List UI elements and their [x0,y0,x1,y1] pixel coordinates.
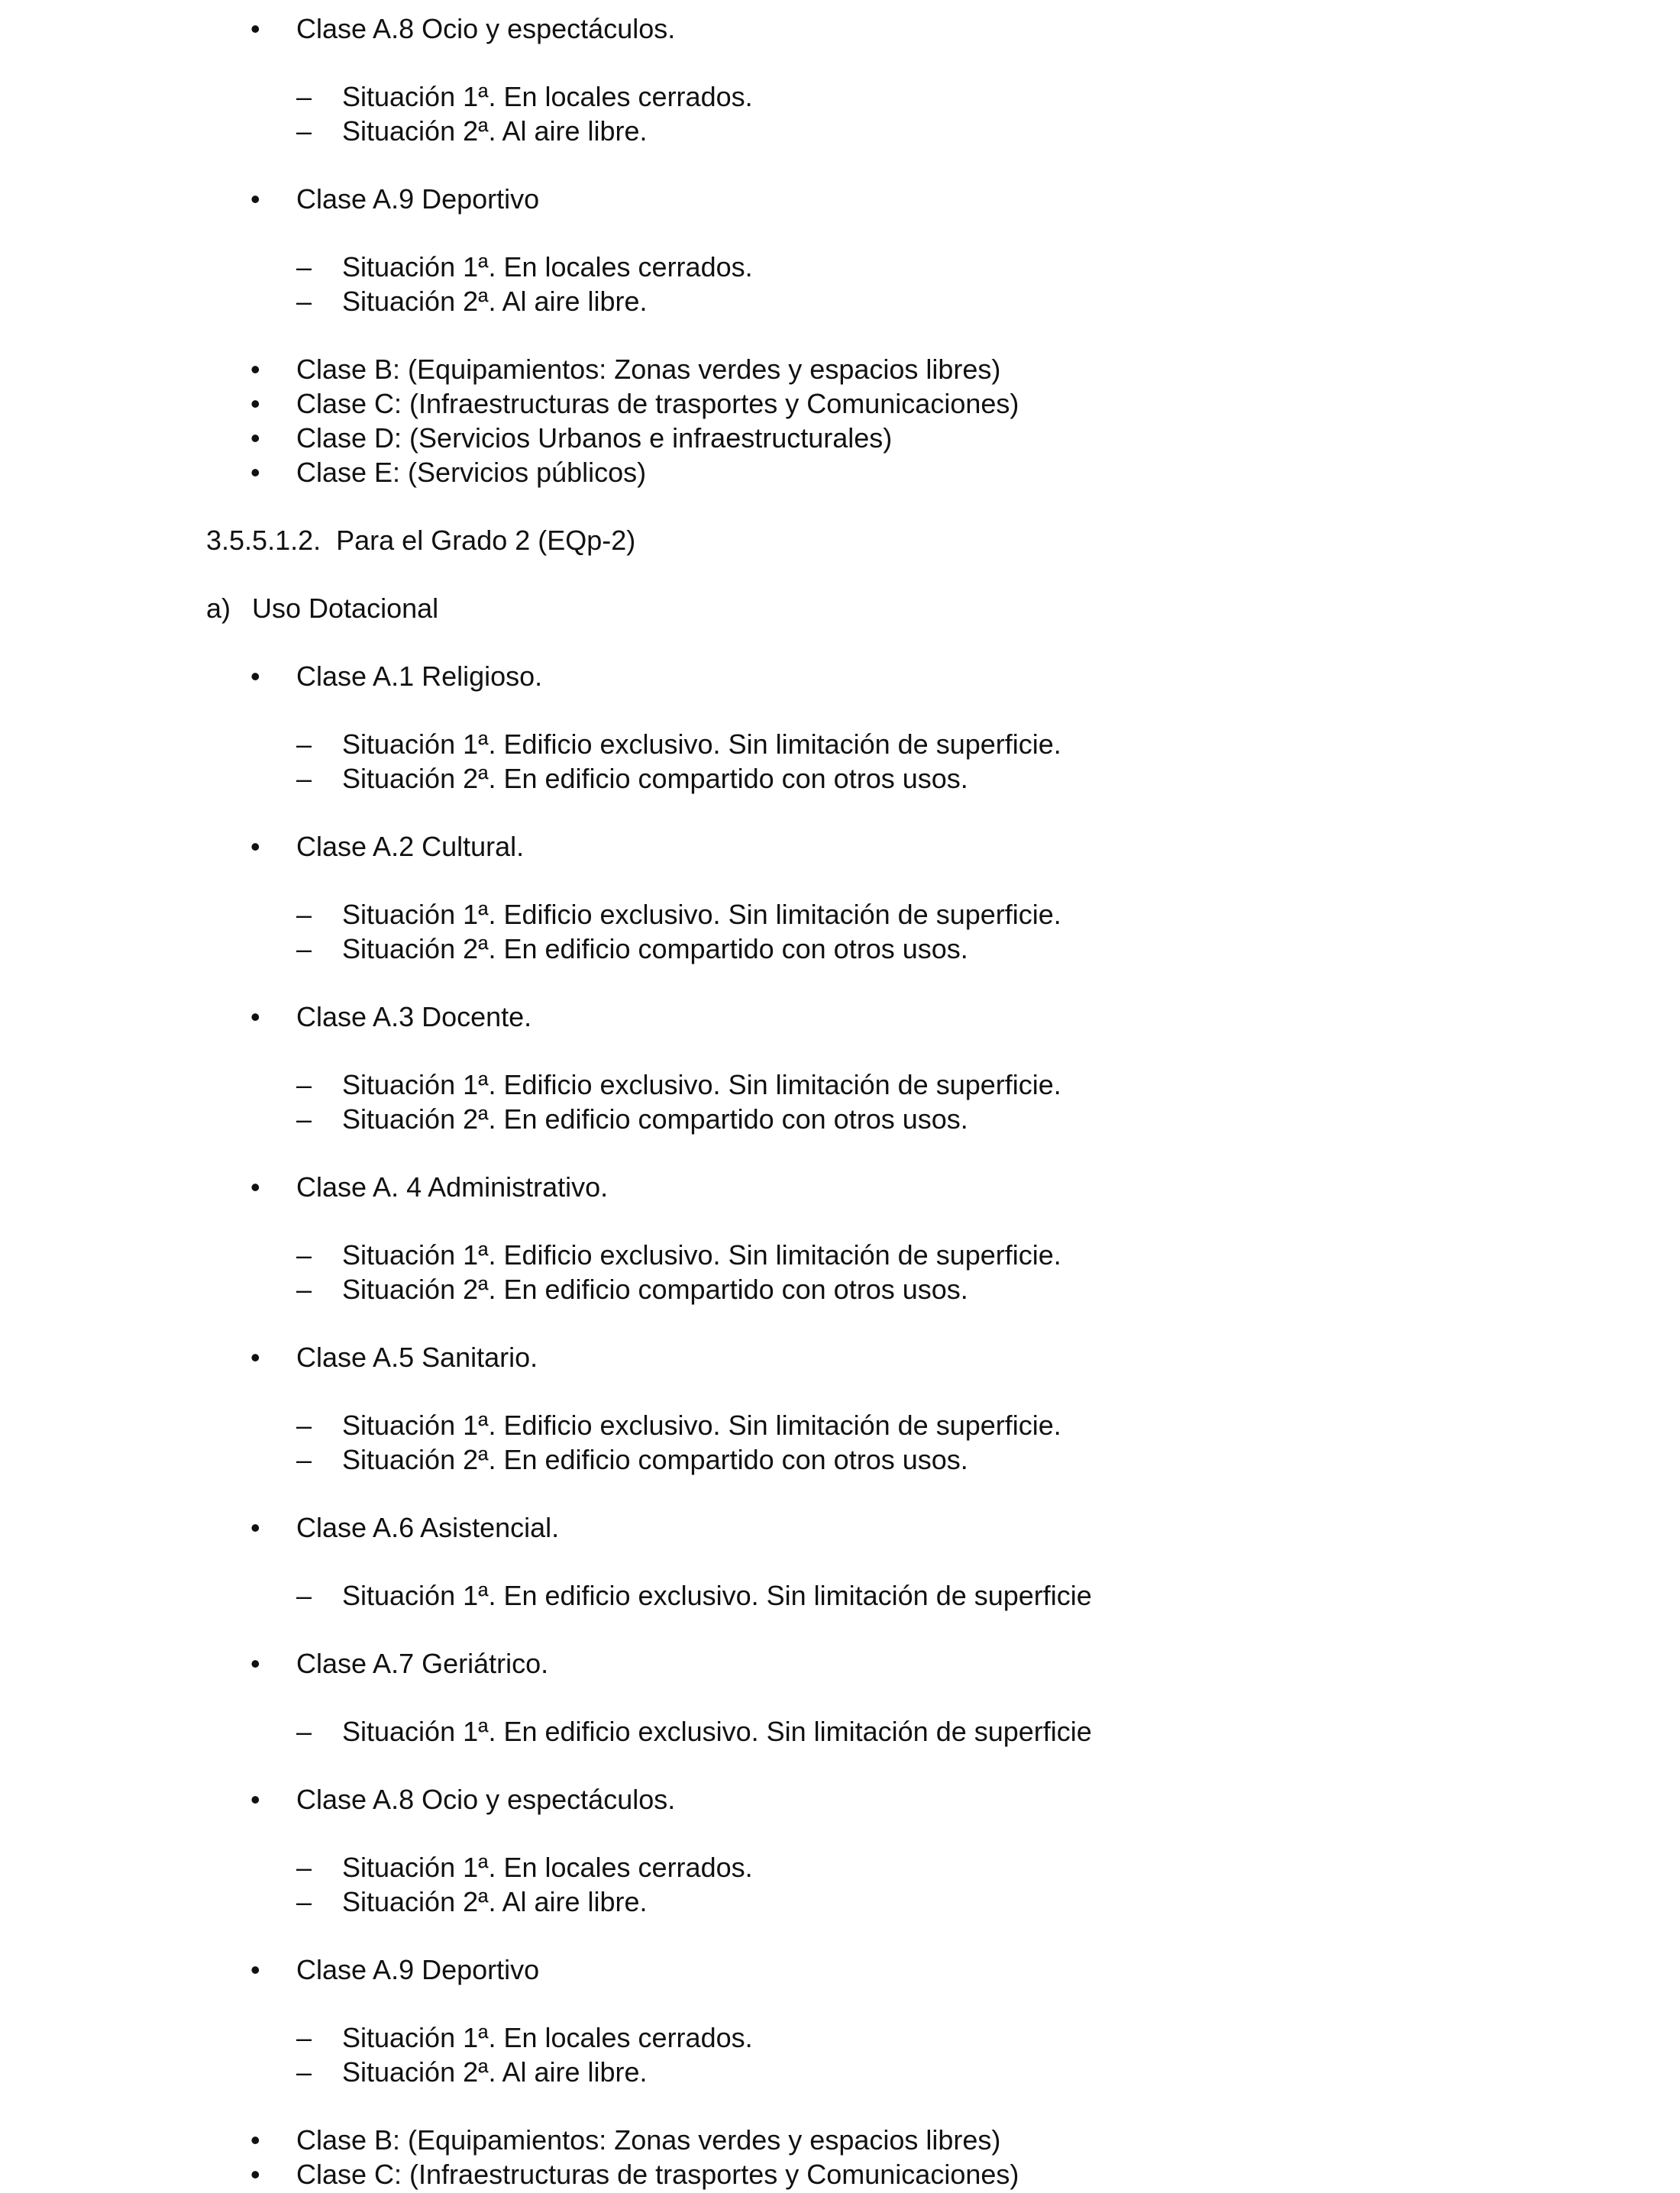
situation-text: Situación 1ª. En locales cerrados. [342,251,753,283]
list-item [206,182,1581,217]
situation-text: Situación 1ª. En edificio exclusivo. Sin limitación de superficie [342,1580,1092,1611]
list-item [206,728,1581,762]
situation-text: Situación 1ª. En locales cerrados. [342,81,753,112]
bullet-icon: • [250,422,260,454]
dash-icon: – [296,1274,312,1305]
dash-icon: – [296,2056,312,2088]
list-item [206,2056,1581,2090]
list-item [206,1000,1581,1035]
list-item [206,285,1581,319]
situation-text: Situación 1ª. Edificio exclusivo. Sin limitación de superficie. [342,899,1061,930]
dash-icon: – [296,286,312,317]
dash-icon: – [296,1239,312,1271]
list-item [206,1443,1581,1478]
dash-icon: – [296,251,312,283]
situation-text: Situación 1ª. Edificio exclusivo. Sin limitación de superficie. [342,728,1061,760]
list-item [206,353,1581,387]
list-item [206,2158,1581,2192]
class-a9-label: Clase A.9 Deportivo [296,183,540,215]
dash-icon: – [296,728,312,760]
class-label: Clase A.3 Docente. [296,1001,532,1032]
situation-text: Situación 2ª. Al aire libre. [342,115,648,147]
bullet-icon: • [250,1512,260,1543]
bullet-icon: • [250,831,260,862]
list-item [206,421,1581,456]
situation-text: Situación 2ª. En edificio compartido con otros usos. [342,933,968,964]
class-label: Clase A.8 Ocio y espectáculos. [296,1784,676,1815]
class-label: Clase A.7 Geriátrico. [296,1648,549,1679]
list-item [206,1341,1581,1375]
bullet-icon: • [250,1171,260,1203]
list-item [206,1103,1581,1137]
subsection-label: Uso Dotacional [252,593,439,624]
list-item [206,1171,1581,1205]
bullet-icon: • [250,1342,260,1373]
bullet-icon: • [250,183,260,215]
list-item [206,2124,1581,2158]
list-item [206,12,1581,47]
subsection-marker: a) [206,593,231,624]
bullet-icon: • [250,1001,260,1032]
class-a8-label: Clase A.8 Ocio y espectáculos. [296,13,676,44]
class-label: Clase A.1 Religioso. [296,660,543,692]
list-item [206,387,1581,421]
list-item [206,1885,1581,1920]
class-label: Clase A. 4 Administrativo. [296,1171,609,1203]
situation-text: Situación 2ª. En edificio compartido con otros usos. [342,1274,968,1305]
class-label: Clase D: (Servicios Urbanos e infraestructurales) [296,422,893,454]
list-item [206,932,1581,967]
bullet-icon: • [250,2159,260,2190]
bullet-icon: • [250,1954,260,1985]
situation-text: Situación 1ª. En edificio exclusivo. Sin limitación de superficie [342,1716,1092,1747]
list-item [206,1783,1581,1817]
list-item [206,80,1581,115]
situation-text: Situación 2ª. Al aire libre. [342,1886,648,1917]
list-item [206,115,1581,149]
class-label: Clase C: (Infraestructuras de trasportes y Comunicaciones) [296,388,1019,419]
class-label: Clase A.2 Cultural. [296,831,525,862]
dash-icon: – [296,1580,312,1611]
class-label: Clase C: (Infraestructuras de trasportes y Comunicaciones) [296,2159,1019,2190]
dash-icon: – [296,763,312,794]
situation-text: Situación 2ª. Al aire libre. [342,286,648,317]
list-item [206,1409,1581,1443]
list-item [206,1953,1581,1988]
class-label: Clase B: (Equipamientos: Zonas verdes y espacios libres) [296,2124,1001,2156]
situation-text: Situación 2ª. Al aire libre. [342,2056,648,2088]
dash-icon: – [296,1716,312,1747]
dash-icon: – [296,1410,312,1441]
situation-text: Situación 1ª. Edificio exclusivo. Sin limitación de superficie. [342,1069,1061,1100]
dash-icon: – [296,933,312,964]
situation-text: Situación 2ª. En edificio compartido con otros usos. [342,1444,968,1475]
list-item [206,1579,1581,1613]
situation-text: Situación 1ª. En locales cerrados. [342,2022,753,2053]
situation-text: Situación 1ª. En locales cerrados. [342,1852,753,1883]
bullet-icon: • [250,457,260,488]
list-item [206,1273,1581,1307]
dash-icon: – [296,1886,312,1917]
list-item [206,1511,1581,1545]
dash-icon: – [296,899,312,930]
bullet-icon: • [250,13,260,44]
situation-text: Situación 1ª. Edificio exclusivo. Sin limitación de superficie. [342,1410,1061,1441]
dash-icon: – [296,115,312,147]
top-list [206,12,1581,2192]
situation-text: Situación 1ª. Edificio exclusivo. Sin limitación de superficie. [342,1239,1061,1271]
bullet-icon: • [250,1784,260,1815]
bullet-icon: • [250,2124,260,2156]
section-heading-text: 3.5.5.1.2. Para el Grado 2 (EQp-2) [206,525,636,556]
list-item [206,1715,1581,1749]
dash-icon: – [296,81,312,112]
list-item [206,2021,1581,2056]
dash-icon: – [296,2022,312,2053]
class-label: Clase A.6 Asistencial. [296,1512,560,1543]
dash-icon: – [296,1852,312,1883]
list-item [206,456,1581,490]
situation-text: Situación 2ª. En edificio compartido con otros usos. [342,763,968,794]
dash-icon: – [296,1103,312,1135]
section-heading [206,524,1581,558]
dash-icon: – [296,1444,312,1475]
bullet-icon: • [250,660,260,692]
situation-text: Situación 2ª. En edificio compartido con otros usos. [342,1103,968,1135]
list-item [206,1647,1581,1681]
class-label: Clase A.9 Deportivo [296,1954,540,1985]
list-item [206,830,1581,864]
subsection-heading [206,592,1581,626]
class-label: Clase B: (Equipamientos: Zonas verdes y espacios libres) [296,354,1001,385]
bullet-icon: • [250,388,260,419]
list-item [206,762,1581,796]
list-item [206,1068,1581,1103]
bullet-icon: • [250,354,260,385]
list-item [206,898,1581,932]
class-label: Clase E: (Servicios públicos) [296,457,647,488]
list-item [206,1851,1581,1885]
list-item [206,1239,1581,1273]
class-groups [206,660,1581,2192]
class-label: Clase A.5 Sanitario. [296,1342,538,1373]
dash-icon: – [296,1069,312,1100]
bullet-icon: • [250,1648,260,1679]
list-item [206,250,1581,285]
list-item [206,660,1581,694]
